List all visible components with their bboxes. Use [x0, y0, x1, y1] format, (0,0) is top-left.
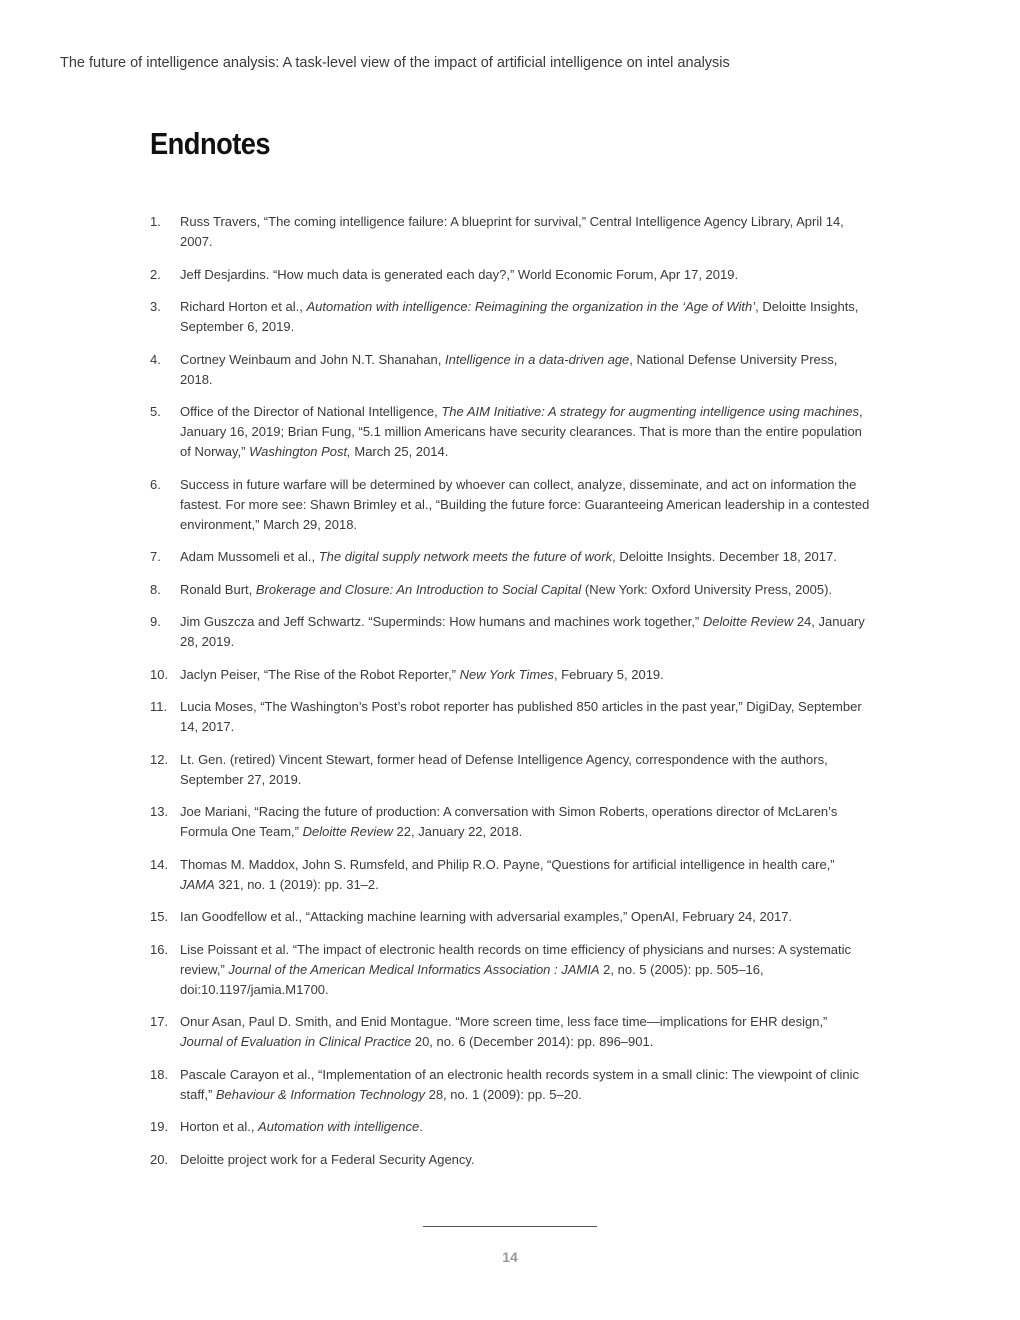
endnote-number: 15. — [150, 909, 169, 924]
endnote-italic-title: Automation with intelligence: Reimagining the organization in the ‘Age of With’ — [306, 299, 756, 314]
endnote-italic-title: Journal of Evaluation in Clinical Practice — [180, 1034, 412, 1049]
endnote-number: 8. — [150, 581, 161, 597]
endnote-italic-title: Automation with intelligence — [258, 1119, 420, 1134]
endnote-italic-title: Deloitte Review — [702, 614, 794, 629]
endnote-italic-title: Washington Post, — [249, 444, 351, 459]
endnote-text-run: Lt. Gen. (retired) Vincent Stewart, former head of Defense Intelligence Agency, correspondence with the authors, September 27, 2019. — [180, 751, 828, 787]
endnote-text-run: Onur Asan, Paul D. Smith, and Enid Montague. “More screen time, less face time—implications for EHR design,” — [180, 1014, 828, 1029]
endnote-number: 4. — [150, 351, 161, 367]
endnote-text-run: Horton et al., — [180, 1119, 259, 1134]
endnote-text-run: Jaclyn Peiser, “The Rise of the Robot Reporter,” — [180, 666, 460, 682]
endnote-text-run: Adam Mussomeli et al., — [180, 549, 319, 564]
endnote-text-run: March 25, 2014. — [350, 444, 449, 459]
endnote-item — [150, 612, 872, 652]
endnote-number: 20. — [150, 1151, 169, 1167]
endnote-number: 7. — [150, 549, 161, 564]
endnote-item — [150, 855, 872, 895]
endnote-italic-title: Behaviour & Information Technology — [215, 1086, 425, 1102]
endnote-italic-title: Brokerage and Closure: An Introduction to Social Capital — [255, 581, 582, 597]
endnote-text-run: Lucia Moses, “The Washington’s Post’s robot reporter has published 850 articles in the past year,” DigiDay, September 14, 2017. — [180, 699, 862, 734]
endnote-number: 12. — [150, 751, 169, 767]
endnote-italic-title: The digital supply network meets the future of work — [318, 549, 613, 564]
endnote-item — [150, 350, 872, 390]
endnote-text — [180, 212, 872, 252]
endnote-text-run: Lise Poissant et al. “The impact of electronic health records on time efficiency of physicians and nurses: A systematic review,” — [180, 941, 852, 977]
endnote-item — [150, 265, 872, 285]
endnote-text-run: , January 16, 2019; Brian Fung, “5.1 million Americans have security clearances. That is more than the entire population of Norway,” — [180, 404, 863, 459]
endnote-italic-title: Intelligence in a data-driven age — [444, 351, 630, 367]
endnote-number: 5. — [150, 404, 161, 419]
endnote-text-run: Joe Mariani, “Racing the future of production: A conversation with Simon Roberts, operations director of McLaren’s Formula One Team,” — [180, 804, 838, 839]
endnote-text-run: (New York: Oxford University Press, 2005). — [581, 581, 833, 597]
running-header: The future of intelligence analysis: A task-level view of the impact of artificial intelligence on intel analysis — [60, 55, 730, 71]
endnote-text — [180, 1117, 872, 1137]
endnote-item — [150, 1150, 872, 1170]
endnote-text-run: 22, January 22, 2018. — [392, 824, 523, 839]
endnote-text-run: Richard Horton et al., — [180, 299, 307, 314]
endnote-number: 13. — [150, 804, 169, 819]
endnote-italic-title: Journal of the American Medical Informatics Association : JAMIA — [228, 961, 600, 977]
endnote-item — [150, 940, 872, 1000]
endnote-text — [180, 547, 872, 567]
endnote-text — [180, 1012, 872, 1052]
endnote-item — [150, 750, 872, 790]
endnote-number: 18. — [150, 1066, 169, 1082]
endnote-item — [150, 1012, 872, 1052]
endnote-item — [150, 697, 872, 737]
endnote-item — [150, 297, 872, 337]
endnote-text-run: 20, no. 6 (December 2014): pp. 896–901. — [411, 1034, 654, 1049]
endnote-number: 10. — [150, 666, 169, 682]
endnote-text-run: Pascale Carayon et al., “Implementation of an electronic health records system in a small clinic: The viewpoint of clinic staff,” — [180, 1066, 859, 1102]
endnote-text-run: Jim Guszcza and Jeff Schwartz. “Superminds: How humans and machines work together,” — [180, 614, 703, 629]
endnote-number: 9. — [150, 614, 161, 629]
endnote-text-run: Jeff Desjardins. “How much data is generated each day?,” World Economic Forum, Apr 17, 2019. — [180, 266, 739, 282]
endnote-text-run: Office of the Director of National Intelligence, — [180, 404, 442, 419]
endnote-number: 3. — [150, 299, 161, 314]
endnote-number: 19. — [150, 1119, 169, 1134]
endnote-text — [180, 697, 872, 737]
endnote-number: 1. — [150, 214, 161, 229]
endnote-number: 14. — [150, 856, 169, 872]
endnote-text — [180, 1150, 872, 1170]
endnote-text-run: 2, no. 5 (2005): pp. 505–16, doi:10.1197/jamia.M1700. — [180, 961, 764, 997]
endnote-text — [180, 402, 872, 462]
endnote-text — [180, 855, 872, 895]
endnote-text-run: , National Defense University Press, 2018. — [180, 351, 838, 387]
endnote-text — [180, 940, 872, 1000]
endnote-text-run: Russ Travers, “The coming intelligence failure: A blueprint for survival,” Central Intelligence Agency Library, April 14, 2007. — [180, 214, 844, 249]
endnote-text-run: Deloitte project work for a Federal Security Agency. — [180, 1151, 475, 1167]
endnote-text-run: Thomas M. Maddox, John S. Rumsfeld, and Philip R.O. Payne, “Questions for artificial intelligence in health care,” — [180, 856, 835, 872]
endnote-number: 11. — [150, 699, 168, 714]
endnote-text-run: , Deloitte Insights, September 6, 2019. — [180, 299, 859, 334]
endnote-text-run: . — [419, 1119, 423, 1134]
endnote-number: 6. — [150, 476, 161, 492]
endnote-text — [180, 297, 872, 337]
endnote-text-run: , February 5, 2019. — [553, 666, 664, 682]
endnote-text — [180, 580, 872, 600]
endnote-text-run: , Deloitte Insights. December 18, 2017. — [612, 549, 837, 564]
endnote-text-run: Cortney Weinbaum and John N.T. Shanahan, — [180, 351, 445, 367]
endnote-italic-title: The AIM Initiative: A strategy for augmenting intelligence using machines — [441, 404, 860, 419]
endnote-italic-title: Deloitte Review — [302, 824, 393, 839]
endnote-item — [150, 907, 872, 927]
endnote-text — [180, 750, 872, 790]
endnote-text-run: Ian Goodfellow et al., “Attacking machine learning with adversarial examples,” OpenAI, February 24, 2017. — [180, 909, 793, 924]
endnote-text — [180, 665, 872, 685]
endnote-item — [150, 802, 872, 842]
endnote-item — [150, 665, 872, 685]
endnote-number: 17. — [150, 1014, 169, 1029]
endnote-number: 2. — [150, 266, 161, 282]
endnote-text — [180, 802, 872, 842]
endnote-text-run: Ronald Burt, — [180, 581, 256, 597]
endnote-text — [180, 475, 872, 535]
endnote-item — [150, 475, 872, 535]
endnote-item — [150, 1117, 872, 1137]
page-title: Endnotes — [150, 126, 271, 161]
endnote-text — [180, 265, 872, 285]
footer-divider — [423, 1226, 597, 1227]
endnote-text — [180, 350, 872, 390]
endnote-text-run: Success in future warfare will be determined by whoever can collect, analyze, disseminate, and act on information the fastest. For more see: Shawn Brimley et al., “Building the future force: Guaranteeing American leadership in a contested environment,” March 29, 2018. — [180, 476, 870, 532]
endnote-text — [180, 907, 872, 927]
endnote-text-run: 28, no. 1 (2009): pp. 5–20. — [424, 1086, 582, 1102]
endnote-item — [150, 580, 872, 600]
endnote-text — [180, 612, 872, 652]
endnote-italic-title: New York Times — [459, 666, 554, 682]
endnote-text-run: 321, no. 1 (2019): pp. 31–2. — [214, 876, 379, 892]
endnote-italic-title: JAMA — [180, 876, 215, 892]
page-number: 14 — [502, 1249, 518, 1265]
endnotes-list — [150, 212, 872, 1182]
endnote-item — [150, 212, 872, 252]
endnote-text-run: 24, January 28, 2019. — [180, 614, 865, 649]
endnote-item — [150, 547, 872, 567]
endnote-number: 16. — [150, 941, 169, 957]
endnote-item — [150, 402, 872, 462]
endnote-text — [180, 1065, 872, 1105]
endnote-item — [150, 1065, 872, 1105]
